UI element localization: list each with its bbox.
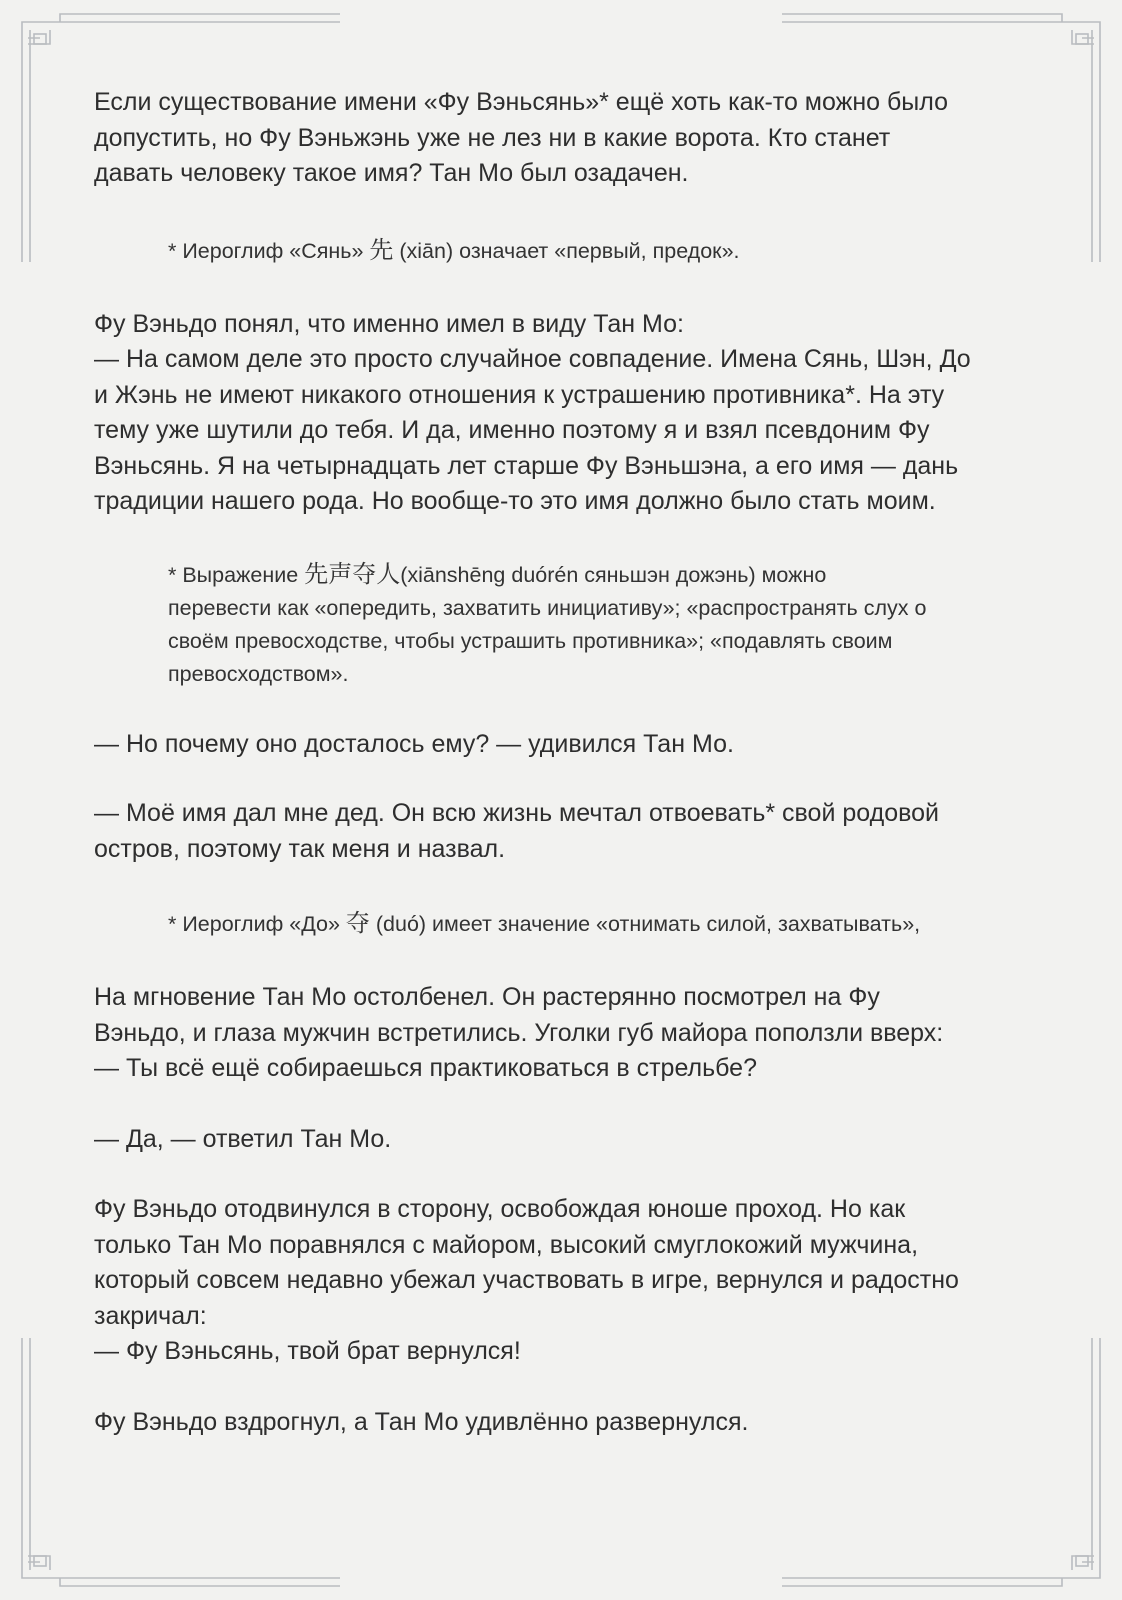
paragraph-1 — [94, 85, 1024, 192]
footnote-text: * Иероглиф «До» — [168, 912, 346, 936]
text-line: — Фу Вэньсянь, твой брат вернулся! — [94, 1337, 521, 1365]
hanzi-character: 夺 — [345, 910, 370, 937]
footnote-text: * Выражение — [168, 562, 305, 587]
text-line: допустить, но Фу Вэньжэнь уже не лез ни в какие ворота. Кто станет — [94, 123, 891, 152]
text-line: который совсем недавно убежал участвовать в игре, вернулся и радостно — [94, 1266, 959, 1294]
text-line: — Но почему оно досталось ему? — удивился Тан Мо. — [94, 729, 734, 758]
paragraph-4 — [94, 796, 1024, 867]
text-line: тему уже шутили до тебя. И да, именно поэтому я и взял псевдоним Фу — [94, 416, 930, 444]
paragraph-5 — [94, 980, 1024, 1087]
paragraph-6 — [94, 1122, 1024, 1158]
text-line: Если существование имени «Фу Вэньсянь»* ещё хоть как-то можно было — [94, 88, 949, 116]
paragraph-2 — [94, 307, 1024, 520]
footnote-text: (xiānshēng duórén сяньшэн дожэнь) можно — [400, 562, 827, 587]
footnote-text: * Иероглиф «Сянь» — [168, 238, 370, 263]
hanzi-character: 先 — [369, 236, 394, 264]
text-line: закричал: — [94, 1301, 207, 1330]
paragraph-7 — [94, 1192, 1024, 1370]
text-line: — Ты всё ещё собираешься практиковаться в стрельбе? — [94, 1054, 757, 1082]
footnote-line: превосходством». — [168, 661, 349, 686]
footnote-3 — [168, 907, 1024, 941]
text-line: остров, поэтому так меня и назвал. — [94, 834, 506, 863]
text-line: На мгновение Тан Мо остолбенел. Он растерянно посмотрел на Фу — [94, 983, 880, 1011]
text-line: — Да, — ответил Тан Мо. — [94, 1124, 392, 1153]
text-line: — Моё имя дал мне дед. Он всю жизнь мечтал отвоевать* свой родовой — [94, 799, 939, 827]
footnote-1 — [168, 234, 1024, 268]
paragraph-8 — [94, 1405, 1024, 1441]
footnote-text: (xiān) означает «первый, предок». — [393, 238, 740, 263]
text-line: Вэньдо, и глаза мужчин встретились. Уголки губ майора поползли вверх: — [94, 1018, 944, 1047]
footnote-line: перевести как «опередить, захватить инициативу»; «распространять слух о — [168, 595, 927, 620]
text-line: Фу Вэньдо понял, что именно имел в виду Тан Мо: — [94, 309, 685, 338]
text-line: Фу Вэньдо отодвинулся в сторону, освобождая юноше проход. Но как — [94, 1195, 906, 1223]
page-content — [94, 82, 1024, 1440]
footnote-2 — [168, 558, 1024, 691]
text-line: — На самом деле это просто случайное совпадение. Имена Сянь, Шэн, До — [94, 345, 971, 373]
text-line: и Жэнь не имеют никакого отношения к устрашению противника*. На эту — [94, 380, 945, 409]
paragraph-3 — [94, 727, 1024, 763]
footnote-line: своём превосходстве, чтобы устрашить противника»; «подавлять своим — [168, 628, 893, 653]
text-line: только Тан Мо поравнялся с майором, высокий смуглокожий мужчина, — [94, 1230, 919, 1259]
text-line: Фу Вэньдо вздрогнул, а Тан Мо удивлённо развернулся. — [94, 1407, 749, 1436]
text-line: давать человеку такое имя? Тан Мо был озадачен. — [94, 159, 689, 187]
footnote-text: (duó) имеет значение «отнимать силой, захватывать», — [369, 912, 921, 936]
text-line: традиции нашего рода. Но вообще-то это имя должно было стать моим. — [94, 487, 936, 515]
hanzi-expression: 先声夺人 — [304, 560, 401, 588]
text-line: Вэньсянь. Я на четырнадцать лет старше Фу Вэньшэна, а его имя — дань — [94, 451, 959, 480]
